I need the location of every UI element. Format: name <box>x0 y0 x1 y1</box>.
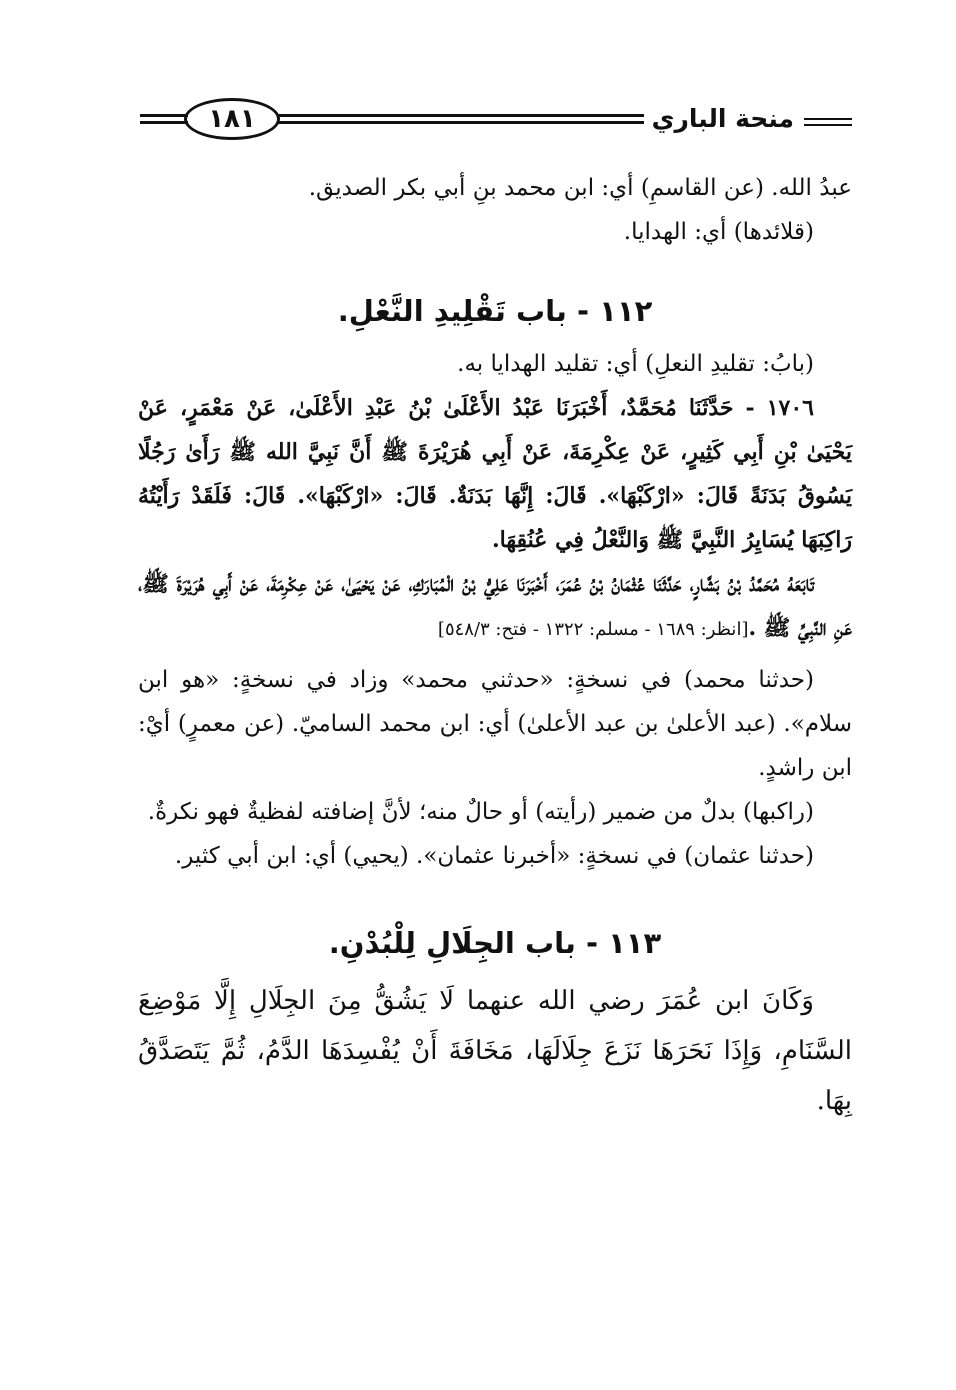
hadith-1706: ١٧٠٦ - حَدَّثَنَا مُحَمَّدٌ، أَخْبَرَنَا عَبْدُ الأَعْلَىٰ بْنُ عَبْدِ الأَعْلَىٰ، عَنْ مَعْمَرٍ، عَنْ يَحْيَىٰ بْنِ أَبِي كَثِيرٍ، عَنْ عِكْرِمَةَ، عَنْ أَبِي هُرَيْرَةَ ﷺ أَنَّ نَبِيَّ الله ﷺ رَأَىٰ رَجُلًا يَسُوقُ بَدَنَةً قَالَ: «ارْكَبْهَا». قَالَ: إِنَّهَا بَدَنَةٌ. قَالَ: «ارْكَبْهَا». قَالَ: فَلَقَدْ رَأَيْتُهُ رَاكِبَهَا يُسَايِرُ النَّبِيَّ ﷺ وَالنَّعْلُ فِي عُنُقِهَا. <box>138 395 852 553</box>
page-number: ١٨١ <box>184 98 280 140</box>
header-rule-middle <box>278 114 644 128</box>
commentary-rakibaha: (راكبها) بدلٌ من ضمير (رأيته) أو حالٌ منه؛ لأنَّ إضافته لفظيةٌ فهو نكرةٌ. <box>147 799 814 825</box>
chapter-heading-112: ١١٢ - باب تَقْلِيدِ النَّعْلِ. <box>337 294 653 328</box>
paragraph-qasim: عبدُ الله. (عن القاسمِ) أي: ابن محمد بنِ أبي بكر الصديق. <box>308 175 852 201</box>
page-header <box>140 92 852 152</box>
paragraph-qalaid: (قلائدها) أي: الهدايا. <box>623 219 814 245</box>
chapter-heading-113: ١١٣ - باب الجِلَالِ لِلْبُدْنِ. <box>328 926 662 960</box>
header-rule-left <box>140 114 188 128</box>
commentary-muhammad: (حدثنا محمد) في نسخةٍ: «حدثني محمد» وزاد في نسخةٍ: «هو ابن سلام». (عبد الأعلىٰ بن عبد الأعلىٰ) أي: ابن محمد الساميّ. (عن معمرٍ) أيْ: ابن راشدٍ. <box>138 667 852 781</box>
paragraph-bab-taqlid: (بابُ: تقليدِ النعلِ) أي: تقليد الهدايا به. <box>457 351 814 377</box>
page-body <box>138 166 852 1126</box>
header-rule-right <box>804 118 852 128</box>
hadith-mutaba-text: تَابَعَهُ مُحَمَّدُ بْنُ بَشَّارٍ، حَدَّثَنَا عُثْمَانُ بْنُ عُمَرَ، أَخْبَرَنَا عَلِيُّ بْنُ الْمُبَارَكِ، عَنْ يَحْيَىٰ، عَنْ عِكْرِمَةَ، عَنْ أَبِي هُرَيْرَةَ ﷺ، عَنِ النَّبِيِّ ﷺ . <box>138 571 852 641</box>
book-title: منحة الباري <box>651 104 794 133</box>
hadith-reference: [انظر: ١٦٨٩ - مسلم: ١٣٢٢ - فتح: ٥٤٨/٣] <box>437 619 749 640</box>
hadith-mutaba <box>138 562 852 652</box>
commentary-uthman: (حدثنا عثمان) في نسخةٍ: «أخبرنا عثمان». (يحيي) أي: ابن أبي كثير. <box>174 843 814 869</box>
paragraph-ibn-umar: وَكَانَ ابن عُمَرَ رضي الله عنهما لَا يَشُقُّ مِنَ الجِلَالِ إِلَّا مَوْضِعَ السَّنَامِ، وَإِذَا نَحَرَهَا نَزَعَ جِلَالَهَا، مَخَافَةَ أَنْ يُفْسِدَهَا الدَّمُ، ثُمَّ يَتَصَدَّقُ بِهَا. <box>138 986 852 1116</box>
